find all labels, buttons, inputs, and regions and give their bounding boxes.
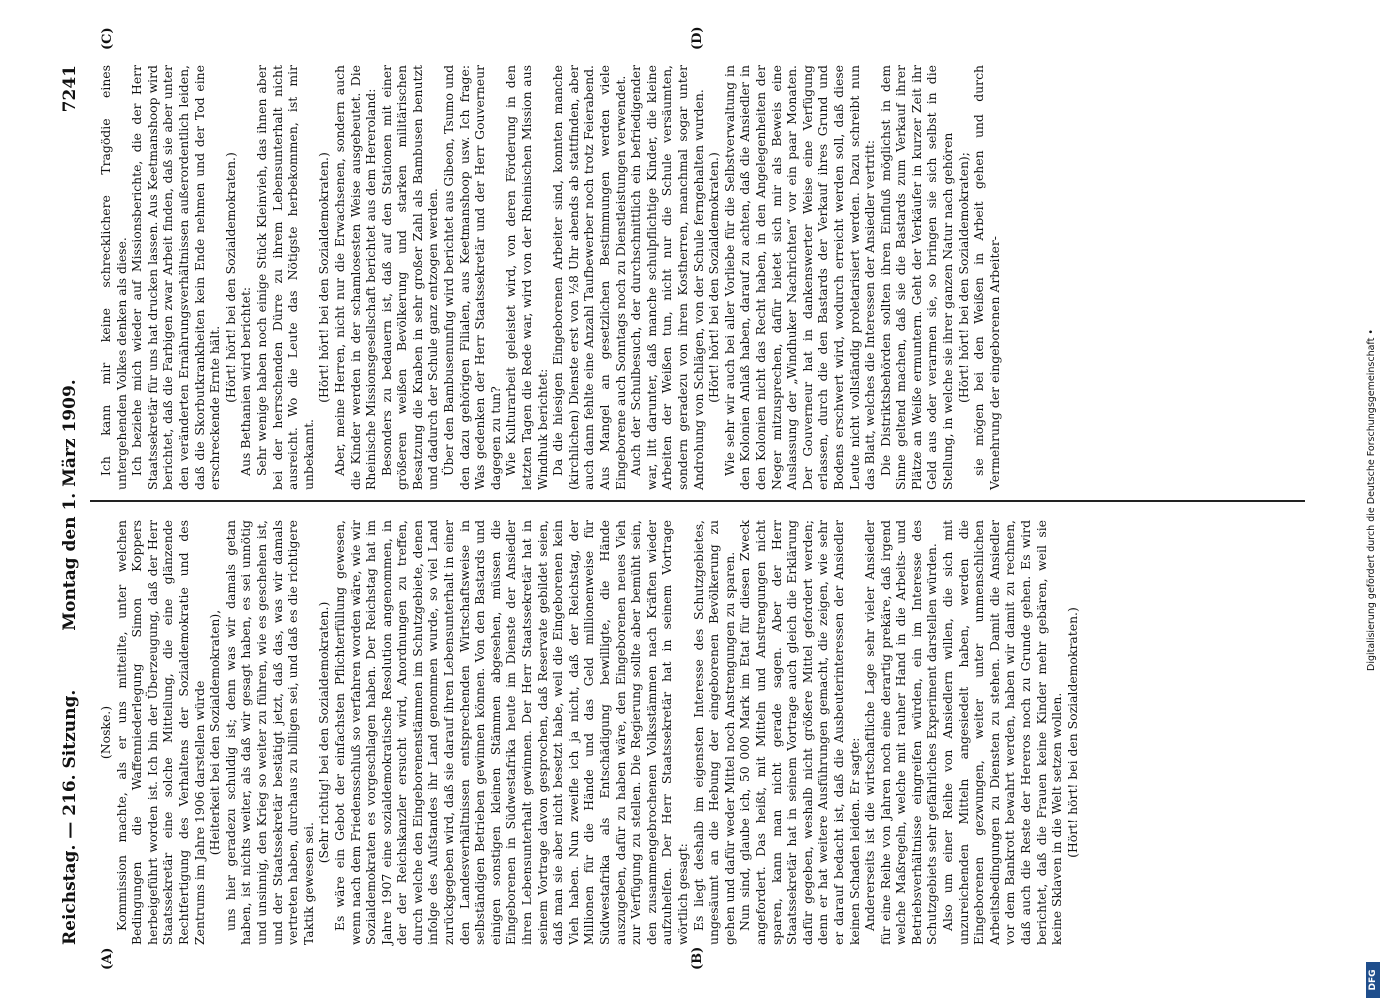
paragraph: Besonders zu bedauern ist, daß auf den Stationen mit einer größeren weißen Bevölkerung und starken militärischen Besatzung die Knaben in sehr großer Zahl als Bambusen benutzt und dadurch der Schule ganz entzogen werden. [378, 65, 441, 490]
page-header [60, 65, 90, 945]
right-column [98, 65, 1002, 490]
paragraph: Sehr wenige haben noch einige Stück Kleinvieh, das ihnen aber bei der herrschenden Dürre zu ihrem Lebensunterhalt nicht ausreicht. Wo die Leute das Nötigste herbekommen, ist mir unbekannt. [253, 65, 316, 490]
paragraph: Aber, meine Herren, nicht nur die Erwachsenen, sondern auch die Kinder werden in der schamlosesten Weise ausgebeutet. Die Rheinische Missionsgesellschaft berichtet aus dem Hereroland: [331, 65, 379, 490]
header-date: Montag den 1. März 1909. [60, 379, 80, 631]
margin-mark-a: (A) [100, 947, 115, 970]
paragraph: Da die hiesigen Eingeborenen Arbeiter sind, konnten manche (kirchlichen) Dienste erst von ½8 Uhr abends ab stattfinden, aber auch dann fehlte eine Anzahl Taufbewerber noch trotz Feierabend. Aus Mangel an gesetzlichen Bestimmungen werden viele Eingeborene auch Sonntags noch zu Dienstleistungen verwendet. [550, 65, 628, 490]
page-number: 7241 [60, 65, 80, 113]
paragraph: Es wäre ein Gebot der einfachsten Pflichterfüllung gewesen, wenn nach dem Friedensschluß so verfahren worden wäre, wie wir Sozialdemokraten es vorgeschlagen haben. Der Reichstag hat im Jahre 1907 eine sozialdemokratische Resolution angenommen, in der der Reichskanzler ersucht wird, Anordnungen zu treffen, durch welche den Eingeborenenstämmen im Schutzgebiete, denen infolge des Aufstandes ihr Land genommen wurde, so viel Land zurückgegeben wird, daß sie darauf ihren Lebensunterhalt in einer den Landesverhältnissen entsprechenden Wirtschaftsweise in selbständigen Betrieben gewinnen können. Von den Bastards und einigen sonstigen kleinen Stämmen abgesehen, müssen die Eingeborenen in Südwestafrika heute im Dienste der Ansiedler ihren Lebensunterhalt gewinnen. Der Herr Staatssekretär hat in seinem Vortrage davon gesprochen, daß Reservate gebildet seien, daß man sie aber nicht besetzt habe, weil die Eingeborenen kein Vieh haben. Nun zweifle ich ja nicht, daß der Reichstag, der Millionen für die Hände und das Geld millionenweise für Südwestafrika als Entschädigung bewilligte, die Hände auszugeben, dafür zu haben wäre, den Eingeborenen neues Vieh zur Verfügung zu stellen. Die Regierung sollte aber bemüht sein, den zusammengebrochenen Volksstämmen nach Kräften wieder aufzuhelfen. Der Herr Staatssekretär hat in seinem Vortrage wörtlich gesagt: [331, 520, 690, 945]
margin-mark-d: (D) [690, 26, 705, 50]
paragraph: (Heiterkeit bei den Sozialdemokraten), [207, 609, 223, 856]
margin-mark-c: (C) [100, 27, 115, 50]
paragraph: Auch der Schulbesuch, der durchschnittlich ein befriedigender war, litt darunter, daß manche schulpflichtige Kinder, die kleine Arbeiten der Weißen tun, nicht nur die Schule versäumten, sondern geradezu von ihren Kostherren, manchmal sogar unter Androhung von Schlägen, von der Schule ferngehalten wurden. [628, 65, 706, 490]
column-divider [90, 500, 1305, 502]
header-left: Reichstag. — 216. Sitzung. [60, 689, 80, 945]
paragraph: Wie Kulturarbeit geleistet wird, von deren Förderung in den letzten Tagen die Rede war, wird von der Rheinischen Mission aus Windhuk berichtet: [503, 65, 550, 490]
paragraph: (Sehr richtig! bei den Sozialdemokraten.) [316, 601, 332, 864]
paragraph: (Hört! hört! bei den Sozialdemokraten.) [1064, 607, 1080, 858]
paragraph: (Hört! hört! bei den Sozialdemokraten.) [222, 152, 238, 403]
dfg-logo: DFG [1366, 962, 1380, 998]
paragraph: (Hört! hört! bei den Sozialdemokraten.) [706, 152, 722, 403]
paragraph: uns hier geradezu schuldig ist; denn was wir damals getan haben, ist nichts weiter, als daß wir gesagt haben, es sei unnötig und unsinnig, den Krieg so weiter zu führen, wie es geschehen ist, und der Staatssekretär bestätigt jetzt, daß das, was wir damals vertreten haben, durchaus zu billigen sei, und daß es die richtigere Taktik gewesen sei. [222, 519, 316, 945]
paragraph: Ich kann mir keine schrecklichere Tragödie eines untergehenden Volkes denken als diese. [98, 65, 129, 490]
paragraph: sie mögen bei den Weißen in Arbeit gehen und durch Vermehrung der eingeborenen Arbeiter- [971, 65, 1002, 490]
paragraph: Nun sind, glaube ich, 50 000 Mark im Etat für diesen Zweck angefordert. Das heißt, mit Mitteln und Anstrengungen nicht sparen, kann man nicht gerade sagen. Aber der Herr Staatssekretär hat in seinem Vortrage auch gleich die Erklärung dafür gegeben, weshalb nicht größere Mittel gefordert werden; denn er hat weitere Ausführungen gemacht, die zeigen, wie sehr er darauf bedacht ist, daß die Ausbeuterinteressen der Ansiedler keinen Schaden leiden. Er sagte: [737, 520, 862, 945]
digitization-credit: Digitalisierung gefördert durch die Deutsche Forschungsgemeinschaft • [1366, 329, 1377, 671]
paragraph: Aus Bethanien wird berichtet: [238, 286, 254, 476]
paragraph: Die Distriktsbehörden sollten ihren Einfluß möglichst in dem Sinne geltend machen, daß sie die Bastards zum Verkauf ihrer Plätze an Weiße ermuntern. Geht der Verkäufer in kurzer Zeit ihr Geld aus oder verarmen sie, so bringen sie sich selbst in die Stellung, in welche sie ihrer ganzen Natur nach gehören [877, 65, 956, 490]
paragraph: Es liegt deshalb im eigensten Interesse des Schutzgebietes, ungesäumt an die Hebung der eingeborenen Bevölkerung zu gehen und dafür weder Mittel noch Anstrengungen zu sparen. [690, 520, 737, 945]
paragraph: Wie sehr wir auch bei aller Vorliebe für die Selbstverwaltung in den Kolonien Anlaß haben, darauf zu achten, daß die Ansiedler in den Kolonien nicht das Recht haben, in den Angelegenheiten der Neger mitzusprechen, dafür bietet sich mir als Beweis eine Auslassung der „Windhuker Nachrichten“ vor ein paar Monaten. Der Gouverneur hat in dankenswerter Weise eine Verfügung erlassen, durch die den Bastards der Verkauf ihres Grund und Bodens erschwert wird, wodurch erreicht werden soll, daß diese Leute nicht vollständig proletarisiert werden. Dazu schreibt nun das Blatt, welches die Interessen der Ansiedler vertritt: [721, 65, 878, 490]
paragraph: (Hört! hört! bei den Sozialdemokraten); [955, 152, 971, 403]
paragraph: Kommission machte, als er uns mitteilte, unter welchen Bedingungen die Waffenniederlegung Simon Koppers herbeigeführt worden ist. Ich bin der Überzeugung, daß der Herr Staatssekretär eine solche Mitteilung, die eine glänzende Rechtfertigung des Verhaltens der Sozialdemokratie und des Zentrums im Jahre 1906 darstellen würde [113, 520, 207, 945]
margin-mark-b: (B) [690, 946, 705, 970]
paragraph: Also um einer Reihe von Ansiedlern willen, die sich mit unzureichenden Mitteln angesiedelt haben, werden die Eingeborenen gezwungen, weiter unter unmenschlichen Arbeitsbedingungen zu Diensten zu stehen. Damit die Ansiedler vor dem Bankrott bewahrt werden, haben wir damit zu rechnen, daß auch die Reste der Hereros noch zu Grunde gehen. Es wird berichtet, daß die Frauen keine Kinder mehr gebären, weil sie keine Sklaven in die Welt setzen wollen. [940, 520, 1065, 945]
paragraph: Ich beziehe mich wieder auf Missionsberichte, die der Herr Staatssekretär für uns hat drucken lassen. Aus Keetmanshoop wird berichtet, daß die Farbigen zwar Arbeit finden, daß sie aber unter den veränderten Ernährungsverhältnissen außerordentlich leiden, daß die Skorbutkrankheiten kein Ende nehmen und der Tod eine erschreckende Ernte hält. [129, 65, 223, 490]
left-column [98, 520, 1080, 945]
paragraph: (Noske.) [98, 705, 113, 760]
paragraph: (Hört! hört! bei den Sozialdemokraten.) [316, 152, 332, 403]
paragraph: Andererseits ist die wirtschaftliche Lage sehr vieler Ansiedler für eine Reihe von Jahren noch eine derartig prekäre, daß irgend welche Maßregeln, welche mit rauher Hand in die Arbeits- und Betriebsverhältnisse eingreifen würden, ein im Interesse des Schutzgebiets sehr gefährliches Experiment darstellen würden. [862, 520, 940, 945]
paragraph: Über den Bambusenunfug wird berichtet aus Gibeon, Tsumo und den dazu gehörigen Filialen, aus Keetmanshoop usw. Ich frage: Was gedenken der Herr Staatssekretär und der Herr Gouverneur dagegen zu tun? [441, 65, 503, 490]
